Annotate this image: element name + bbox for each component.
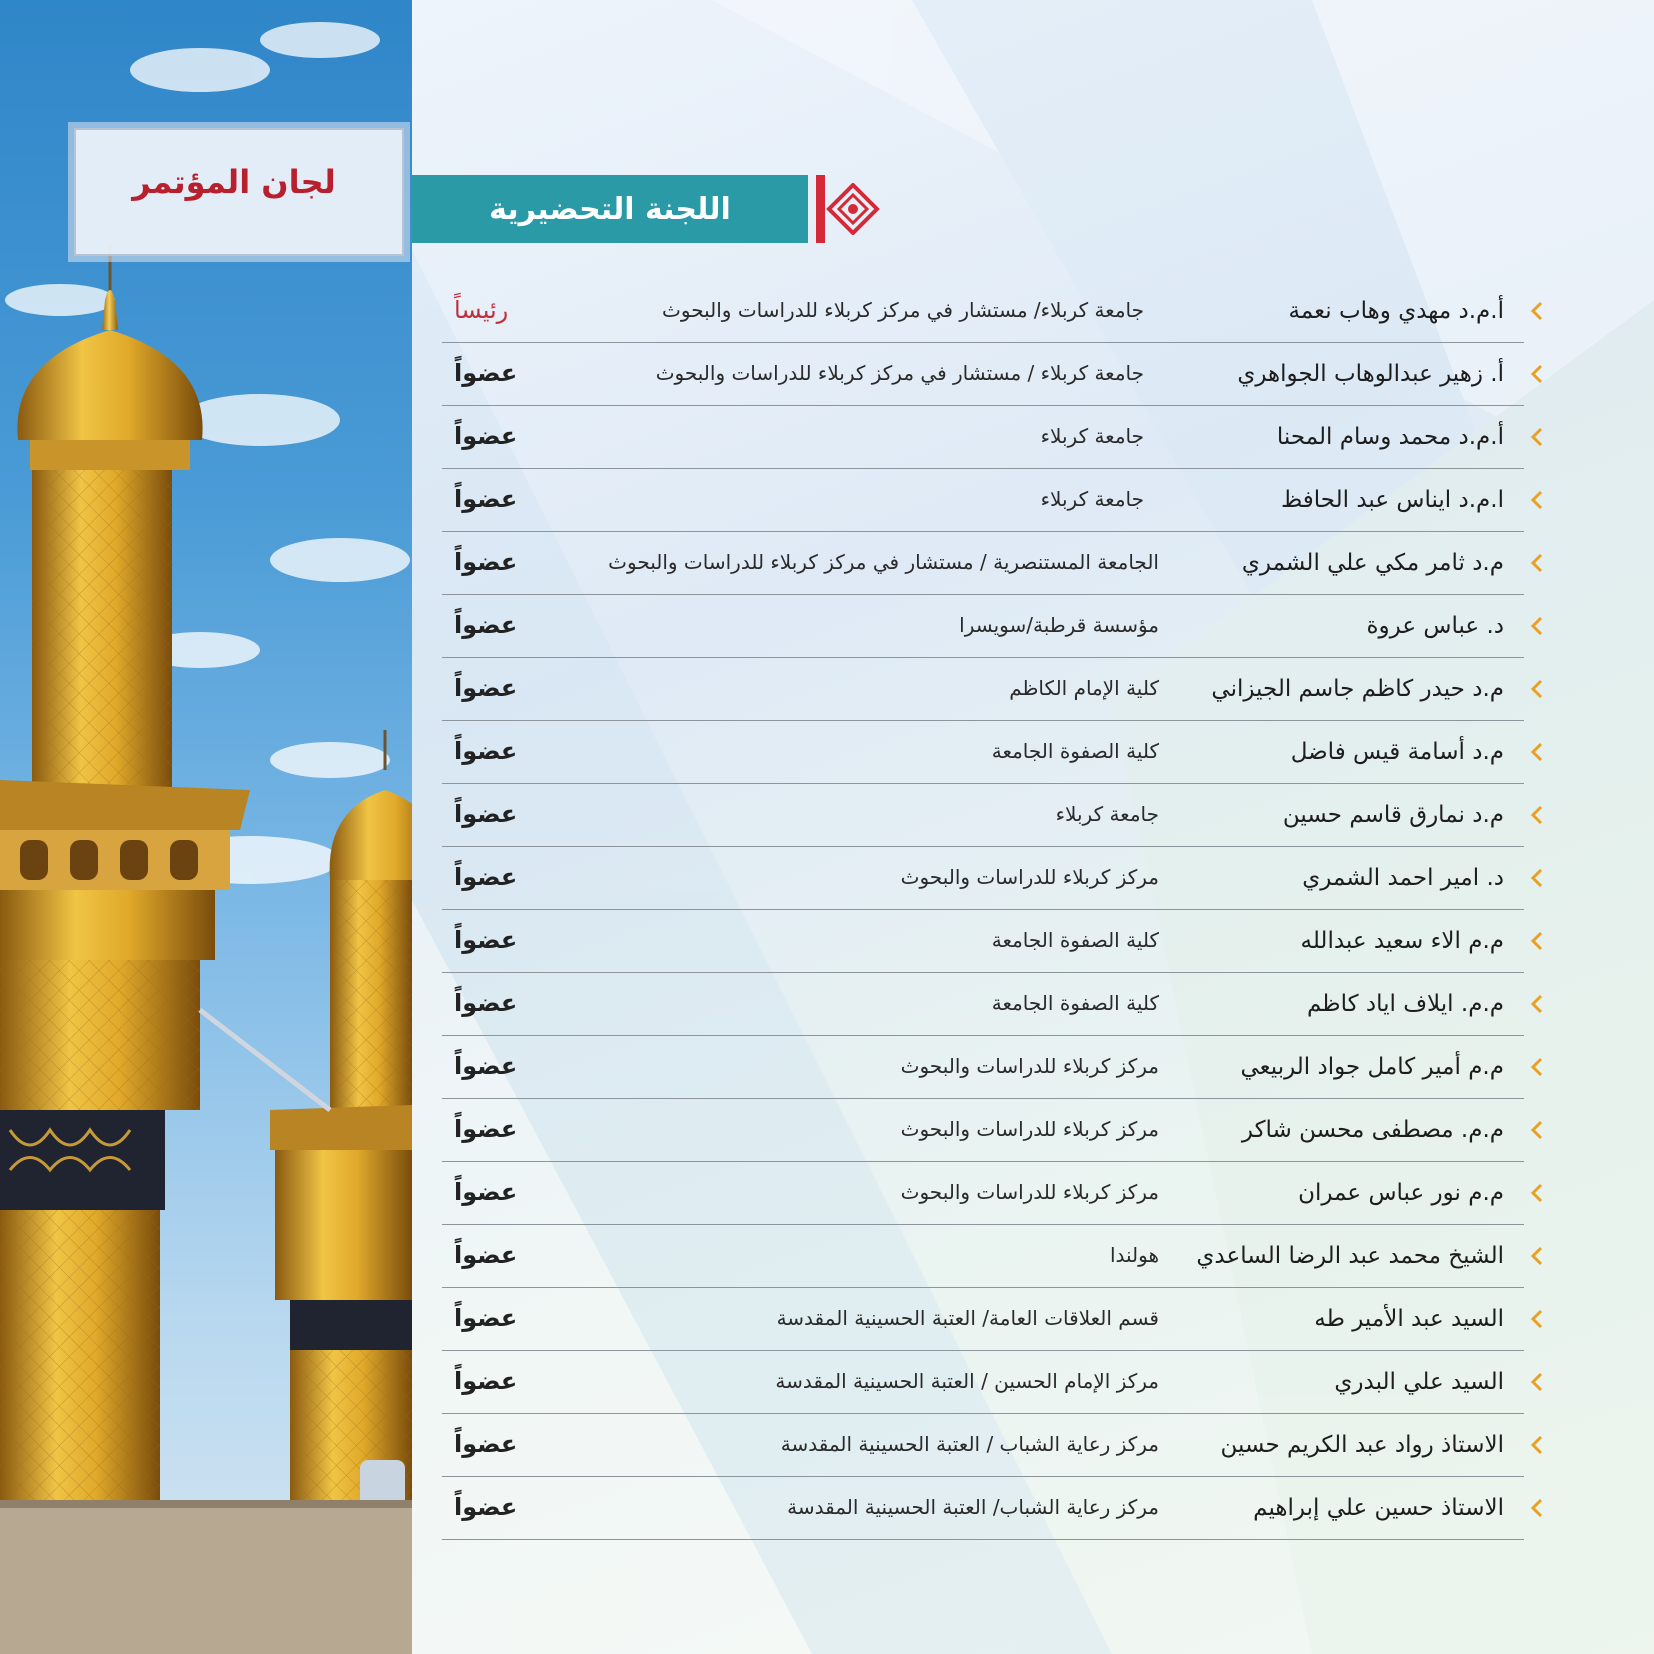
member-role: عضواً [454,674,518,702]
member-role: عضواً [454,1052,518,1080]
list-item [442,1414,1524,1477]
member-affiliation: مركز الإمام الحسين / العتبة الحسينية المقدسة [775,1369,1159,1393]
member-role: عضواً [454,485,518,513]
diamond-icon [825,183,881,235]
member-name: ا.م.د ايناس عبد الحافظ [1280,487,1504,513]
member-name: الشيخ محمد عبد الرضا الساعدي [1196,1243,1504,1269]
list-item [442,1162,1524,1225]
list-item [442,343,1524,406]
member-affiliation: جامعة كربلاء / مستشار في مركز كربلاء للدراسات والبحوث [655,361,1144,385]
list-item [442,721,1524,784]
member-name: د. امير احمد الشمري [1302,865,1504,891]
member-affiliation: مركز كربلاء للدراسات والبحوث [900,1054,1159,1078]
list-item [442,1477,1524,1540]
member-role: عضواً [454,422,518,450]
member-name: د. عباس عروة [1366,613,1504,639]
member-role: عضواً [454,548,518,576]
member-affiliation: كلية الصفوة الجامعة [991,739,1159,763]
chevron-left-icon [1528,1371,1546,1393]
member-affiliation: مركز كربلاء للدراسات والبحوث [900,1180,1159,1204]
chevron-left-icon [1528,363,1546,385]
member-role: عضواً [454,1493,518,1521]
member-name: أ.م.د محمد وسام المحنا [1276,424,1504,450]
list-item [442,1288,1524,1351]
chevron-left-icon [1528,1245,1546,1267]
list-item [442,847,1524,910]
list-item [442,1099,1524,1162]
member-role: عضواً [454,737,518,765]
list-item [442,1351,1524,1414]
member-affiliation: مركز كربلاء للدراسات والبحوث [900,1117,1159,1141]
chevron-left-icon [1528,552,1546,574]
member-role: عضواً [454,1241,518,1269]
member-affiliation: مركز رعاية الشباب/ العتبة الحسينية المقدسة [787,1495,1159,1519]
section-title: اللجنة التحضيرية [489,191,731,227]
committee-page [412,0,1654,1654]
list-item [442,280,1524,343]
member-name: السيد عبد الأمير طه [1314,1306,1504,1332]
member-affiliation: جامعة كربلاء/ مستشار في مركز كربلاء للدراسات والبحوث [662,298,1144,322]
member-name: م.د أسامة قيس فاضل [1290,739,1504,765]
member-affiliation: مركز كربلاء للدراسات والبحوث [900,865,1159,889]
member-affiliation: مركز رعاية الشباب / العتبة الحسينية المقدسة [780,1432,1159,1456]
committees-title-box [74,128,404,256]
chevron-left-icon [1528,867,1546,889]
list-item [442,406,1524,469]
member-affiliation: الجامعة المستنصرية / مستشار في مركز كربلاء للدراسات والبحوث [608,550,1159,574]
member-role: عضواً [454,611,518,639]
member-name: م.م. ايلاف اياد كاظم [1306,991,1504,1017]
member-role: عضواً [454,863,518,891]
member-affiliation: جامعة كربلاء [1040,424,1144,448]
list-item [442,469,1524,532]
shrine-photo [0,0,412,1654]
member-role: عضواً [454,1367,518,1395]
chevron-left-icon [1528,1056,1546,1078]
chevron-left-icon [1528,1182,1546,1204]
chevron-left-icon [1528,489,1546,511]
member-affiliation: جامعة كربلاء [1040,487,1144,511]
member-affiliation: هولندا [1109,1243,1159,1267]
chevron-left-icon [1528,741,1546,763]
member-name: م.د حيدر كاظم جاسم الجيزاني [1211,676,1504,702]
member-role: عضواً [454,1115,518,1143]
member-name: م.م أمير كامل جواد الربيعي [1240,1054,1504,1080]
list-item [442,595,1524,658]
member-name: السيد علي البدري [1334,1369,1504,1395]
committees-title: لجان المؤتمر [132,163,336,201]
list-item [442,973,1524,1036]
chevron-left-icon [1528,930,1546,952]
member-affiliation: كلية الصفوة الجامعة [991,928,1159,952]
chevron-left-icon [1528,678,1546,700]
member-role: عضواً [454,800,518,828]
member-name: م.د ثامر مكي علي الشمري [1241,550,1504,576]
members-list [442,280,1524,1540]
header-accent-bar [816,175,825,243]
member-name: م.د نمارق قاسم حسين [1282,802,1504,828]
member-name: م.م الاء سعيد عبدالله [1300,928,1504,954]
member-role: عضواً [454,989,518,1017]
chevron-left-icon [1528,993,1546,1015]
member-role: عضواً [454,359,518,387]
member-role: عضواً [454,926,518,954]
list-item [442,532,1524,595]
chevron-left-icon [1528,804,1546,826]
list-item [442,1225,1524,1288]
member-affiliation: جامعة كربلاء [1055,802,1159,826]
list-item [442,658,1524,721]
member-name: أ.م.د مهدي وهاب نعمة [1288,298,1504,324]
chevron-left-icon [1528,1497,1546,1519]
chevron-left-icon [1528,1119,1546,1141]
member-affiliation: كلية الإمام الكاظم [1009,676,1159,700]
member-affiliation: قسم العلاقات العامة/ العتبة الحسينية المقدسة [776,1306,1159,1330]
member-role: عضواً [454,1178,518,1206]
list-item [442,910,1524,973]
member-affiliation: كلية الصفوة الجامعة [991,991,1159,1015]
member-name: م.م. مصطفى محسن شاكر [1241,1117,1504,1143]
list-item [442,1036,1524,1099]
member-name: أ. زهير عبدالوهاب الجواهري [1237,361,1504,387]
member-name: م.م نور عباس عمران [1298,1180,1504,1206]
list-item [442,784,1524,847]
member-role: عضواً [454,1304,518,1332]
chevron-left-icon [1528,615,1546,637]
member-role: عضواً [454,1430,518,1458]
member-role: رئيساً [454,296,509,324]
chevron-left-icon [1528,300,1546,322]
member-affiliation: مؤسسة قرطبة/سويسرا [959,613,1159,637]
chevron-left-icon [1528,1434,1546,1456]
chevron-left-icon [1528,1308,1546,1330]
member-name: الاستاذ حسين علي إبراهيم [1253,1495,1504,1521]
chevron-left-icon [1528,426,1546,448]
section-header [412,175,808,243]
member-name: الاستاذ رواد عبد الكريم حسين [1220,1432,1504,1458]
